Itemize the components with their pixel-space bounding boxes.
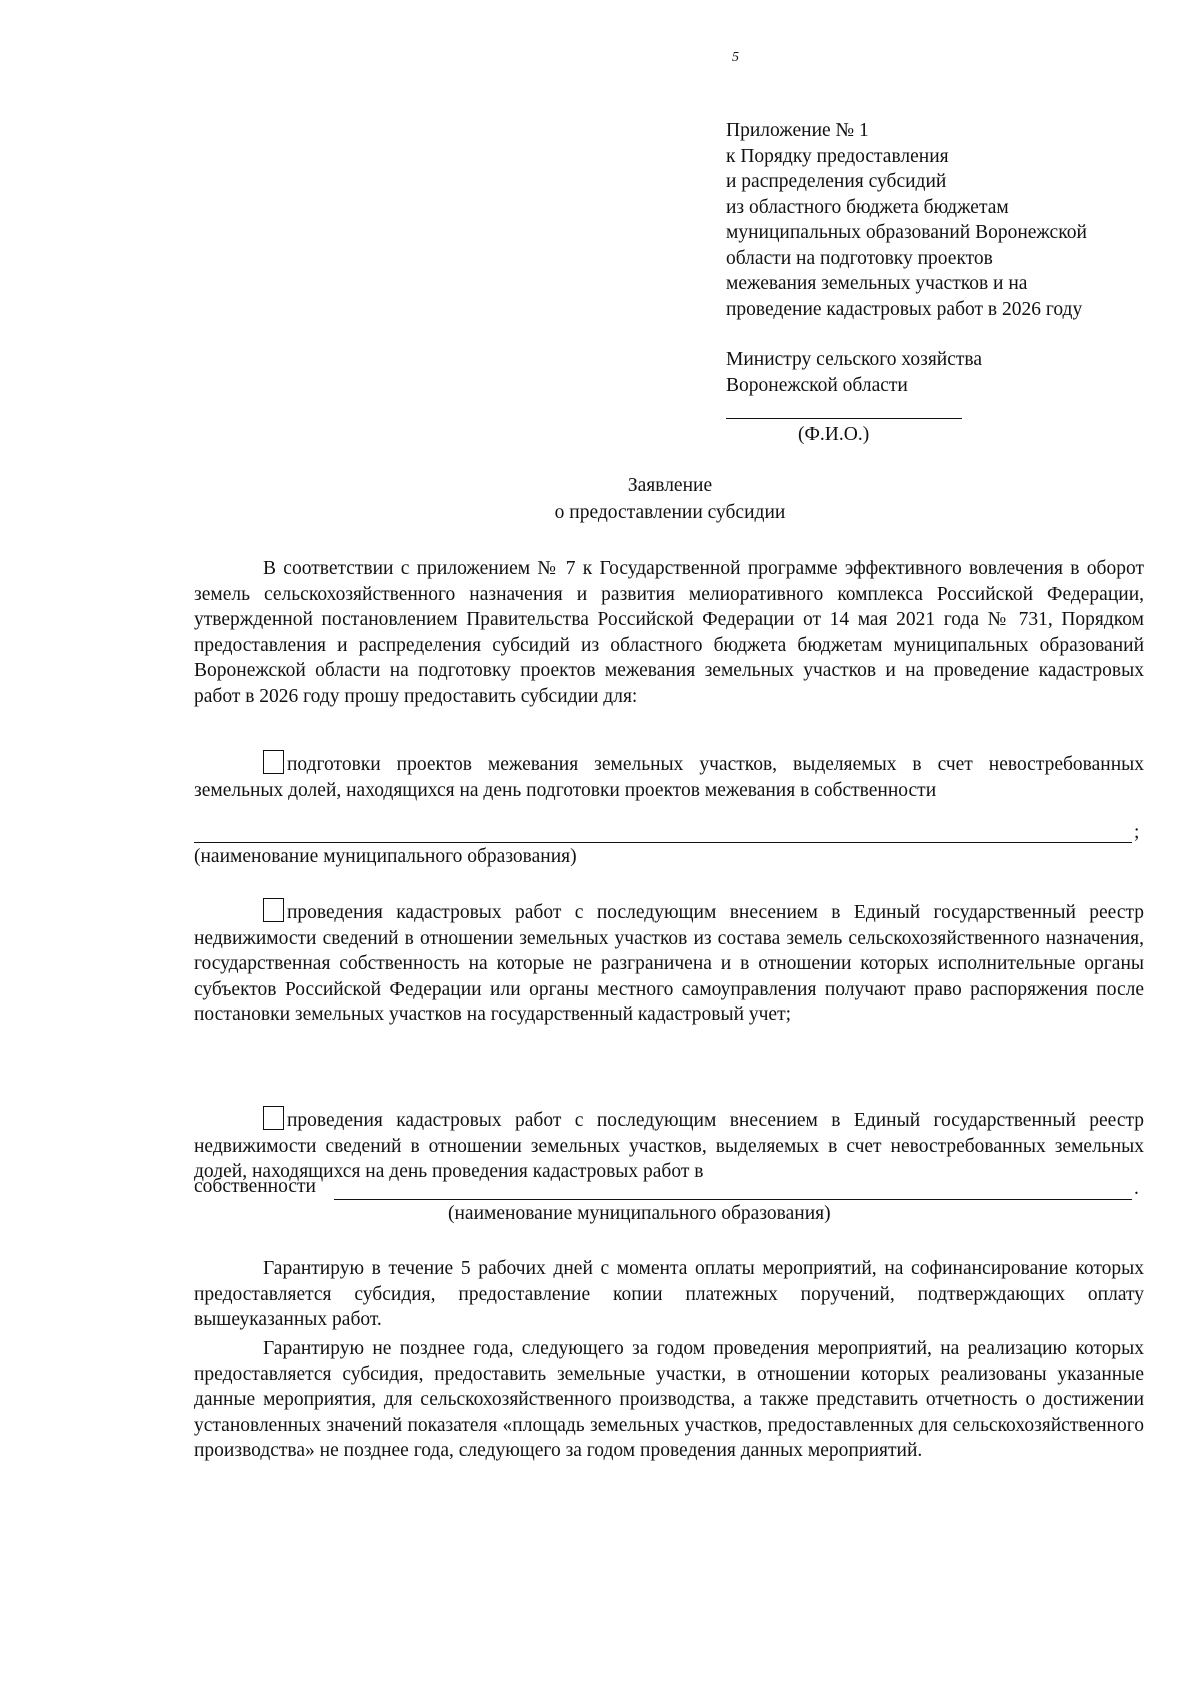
fio-label: (Ф.И.О.) xyxy=(798,424,870,445)
line-end-semicolon: ; xyxy=(1134,822,1140,843)
page-mark: 5 xyxy=(732,50,739,65)
guarantee-paragraph-2: Гарантирую не позднее года, следующего за годом проведения мероприятий, на реализацию которых предоставляется субсидия, предоставить земельные участки, в отношении которых реализованы указанные данные мероприятия, для сельскохозяйственного производства, а также представить отчетность о достижении установленных значений показателя «площадь земельных участков, предоставленных для сельскохозяйственного производства» не позднее года, следующего за годом проведения данных мероприятий. xyxy=(194,1338,1144,1461)
option-3-checkbox[interactable] xyxy=(263,1106,284,1130)
guarantee-paragraph-1: Гарантирую в течение 5 рабочих дней с момента оплаты мероприятий, на софинансирование которых предоставляется субсидия, предоставление копии платежных поручений, подтверждающих оплату вышеуказанных работ. xyxy=(194,1258,1144,1330)
annex-line: проведение кадастровых работ в 2026 году xyxy=(726,298,1083,320)
option-3 xyxy=(194,1106,1144,1185)
option-1-text: подготовки проектов межевания земельных участков, выделяемых в счет невостребованных земельных долей, находящихся на день подготовки проектов межевания в собственности xyxy=(194,754,1144,801)
annex-header xyxy=(726,118,1166,322)
municipality-blank-line-1[interactable] xyxy=(194,842,1132,843)
option-3-last-word: собственности xyxy=(194,1176,316,1197)
addressee-line: Воронежской области xyxy=(726,374,908,396)
annex-line: межевания земельных участков и на xyxy=(726,273,1028,294)
annex-line: к Порядку предоставления xyxy=(726,145,949,167)
subtitle-line: о предоставлении субсидии xyxy=(554,502,786,523)
option-2-text: проведения кадастровых работ с последующим внесением в Единый государственный реестр недвижимости сведений в отношении земельных участков из состава земель сельскохозяйственного назначения, государственная собственность на которые не разграничена и в отношении которых исполнительные органы субъектов Российской Федерации или органы местного самоуправления получают право распоряжения после постановки земельных участков на государственный кадастровый учет; xyxy=(194,902,1144,1025)
option-2-checkbox[interactable] xyxy=(263,898,284,922)
intro-paragraph: В соответствии с приложением № 7 к Государственной программе эффективного вовлечения в оборот земель сельскохозяйственного назначения и развития мелиоративного комплекса Российской Федерации, утвержденной постановлением Правительства Российской Федерации от 14 мая 2021 года № 731, Порядком предоставления и распределения субсидий из областного бюджета бюджетам муниципальных образований Воронежской области на подготовку проектов межевания земельных участков и на проведение кадастровых работ в 2026 году прошу предоставить субсидии для: xyxy=(194,558,1144,707)
annex-line: из областного бюджета бюджетам xyxy=(726,196,1009,218)
option-3-text: проведения кадастровых работ с последующим внесением в Единый государственный реестр недвижимости сведений в отношении земельных участков, выделяемых в счет невостребованных земельных долей, находящихся на день проведения кадастровых работ в xyxy=(194,1110,1144,1182)
addressee xyxy=(726,347,982,398)
annex-line: Приложение № 1 xyxy=(726,120,869,141)
option-1-checkbox[interactable] xyxy=(263,750,284,774)
addressee-line: Министру сельского хозяйства xyxy=(726,349,983,370)
option-1 xyxy=(194,750,1144,803)
title-line: Заявление xyxy=(627,475,713,496)
annex-line: и распределения субсидий xyxy=(726,171,947,192)
annex-line: муниципальных образований Воронежской xyxy=(726,222,1087,243)
annex-line: области на подготовку проектов xyxy=(726,247,993,269)
municipality-caption-1: (наименование муниципального образования) xyxy=(194,846,577,867)
line-end-period: . xyxy=(1134,1178,1139,1199)
fio-blank-line[interactable] xyxy=(726,418,962,419)
municipality-caption-2: (наименование муниципального образования) xyxy=(448,1203,831,1224)
municipality-blank-line-2[interactable] xyxy=(334,1199,1132,1200)
option-2 xyxy=(194,898,1144,1028)
document-title xyxy=(0,472,1200,526)
